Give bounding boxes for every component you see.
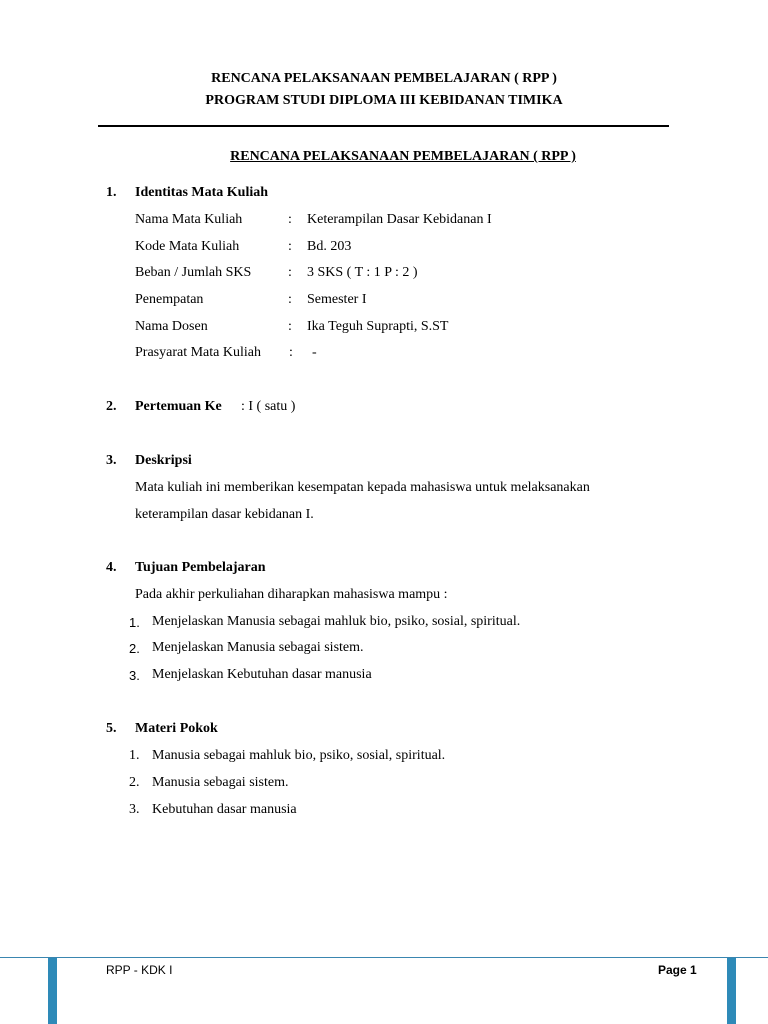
document-subtitle: RENCANA PELAKSANAAN PEMBELAJARAN ( RPP )	[230, 149, 576, 164]
section-number: 2.	[106, 399, 117, 414]
description-line: keterampilan dasar kebidanan I.	[135, 507, 314, 522]
list-item-number: 2.	[129, 775, 140, 790]
header-line-1: RENCANA PELAKSANAAN PEMBELAJARAN ( RPP )	[211, 71, 557, 86]
description-line: Mata kuliah ini memberikan kesempatan kepada mahasiswa untuk melaksanakan	[135, 480, 590, 495]
list-item-number: 2.	[129, 641, 140, 656]
footer-divider	[0, 957, 768, 958]
list-item-number: 3.	[129, 802, 140, 817]
row-label: Beban / Jumlah SKS	[135, 265, 252, 280]
row-colon: :	[288, 265, 292, 280]
row-colon: :	[288, 212, 292, 227]
row-label: Nama Dosen	[135, 319, 208, 334]
footer-page-number: Page 1	[658, 963, 697, 977]
row-value: Bd. 203	[307, 239, 352, 254]
section-number: 1.	[106, 185, 117, 200]
list-item-number: 3.	[129, 668, 140, 683]
row-colon: :	[288, 239, 292, 254]
row-value: 3 SKS ( T : 1 P : 2 )	[307, 265, 418, 280]
row-value: -	[312, 345, 317, 360]
row-colon: :	[288, 292, 292, 307]
footer-left-bar	[48, 958, 57, 1024]
row-label: Kode Mata Kuliah	[135, 239, 240, 254]
footer-doc-label: RPP - KDK I	[106, 963, 173, 977]
section-title: Identitas Mata Kuliah	[135, 185, 269, 200]
row-value: Semester I	[307, 292, 367, 307]
list-item-number: 1.	[129, 615, 140, 630]
section-title: Deskripsi	[135, 453, 192, 468]
section-number: 5.	[106, 721, 117, 736]
meeting-value: : I ( satu )	[241, 399, 296, 414]
row-label: Nama Mata Kuliah	[135, 212, 243, 227]
list-item: Menjelaskan Manusia sebagai sistem.	[152, 640, 364, 655]
row-colon: :	[289, 345, 293, 360]
row-colon: :	[288, 319, 292, 334]
list-item: Manusia sebagai mahluk bio, psiko, sosial, spiritual.	[152, 748, 446, 763]
row-value: Ika Teguh Suprapti, S.ST	[307, 319, 449, 334]
section-title: Tujuan Pembelajaran	[135, 560, 266, 575]
header-divider	[98, 125, 669, 127]
row-label: Penempatan	[135, 292, 204, 307]
row-value: Keterampilan Dasar Kebidanan I	[307, 212, 492, 227]
header-line-2: PROGRAM STUDI DIPLOMA III KEBIDANAN TIMIKA	[205, 93, 563, 108]
list-item: Menjelaskan Manusia sebagai mahluk bio, psiko, sosial, spiritual.	[152, 614, 521, 629]
section-title: Materi Pokok	[135, 721, 218, 736]
list-item: Kebutuhan dasar manusia	[152, 802, 297, 817]
section-number: 3.	[106, 453, 117, 468]
section-number: 4.	[106, 560, 117, 575]
list-item: Manusia sebagai sistem.	[152, 775, 289, 790]
section-title: Pertemuan Ke	[135, 399, 222, 414]
footer-right-bar	[727, 958, 736, 1024]
row-label: Prasyarat Mata Kuliah	[135, 345, 261, 360]
list-item: Menjelaskan Kebutuhan dasar manusia	[152, 667, 372, 682]
objectives-intro: Pada akhir perkuliahan diharapkan mahasiswa mampu :	[135, 587, 448, 602]
list-item-number: 1.	[129, 748, 140, 763]
